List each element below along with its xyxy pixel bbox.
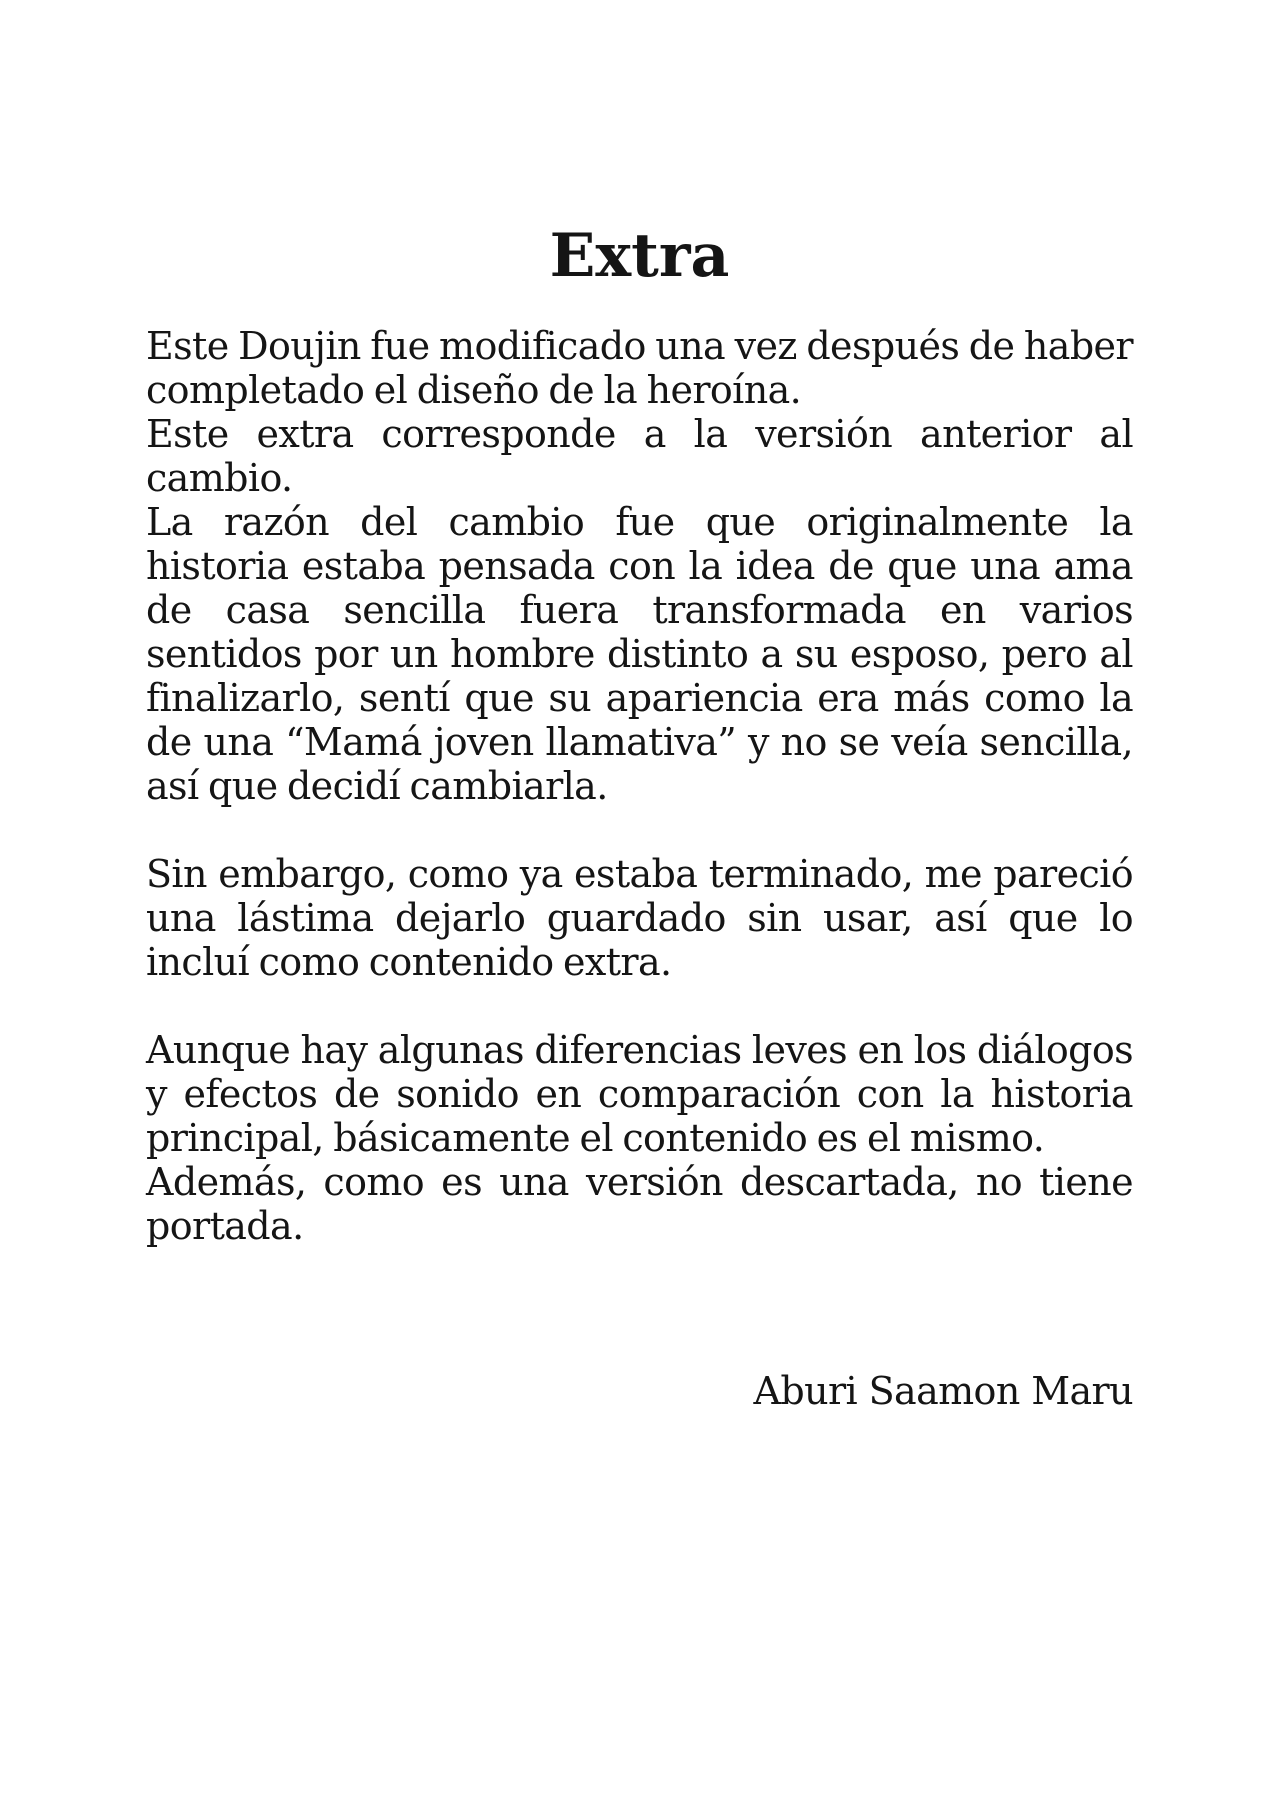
author-signature: Aburi Saamon Maru: [753, 1369, 1133, 1413]
paragraph-doujin-modified: Este Doujin fue modificado una vez después de haber completado el diseño de la heroína.: [146, 324, 1133, 412]
paragraph-reason-for-change: La razón del cambio fue que originalmente la historia estaba pensada con la idea de que una ama de casa sencilla fuera transformada en varios sentidos por un hombre distinto a su esposo, pero al finalizarlo, sentí que su apariencia era más como la de una “Mamá joven llamativa” y no se veía sencilla, así que decidí cambiarla.: [146, 500, 1133, 808]
paragraph-no-cover: Además, como es una versión descartada, no tiene portada.: [146, 1160, 1133, 1248]
paragraph-extra-version: Este extra corresponde a la versión anterior al cambio.: [146, 412, 1133, 500]
page-title: Extra: [549, 221, 730, 291]
document-body: [146, 324, 1133, 1413]
paragraph-included-as-extra: Sin embargo, como ya estaba terminado, me pareció una lástima dejarlo guardado sin usar, así que lo incluí como contenido extra.: [146, 852, 1133, 984]
paragraph-minor-differences: Aunque hay algunas diferencias leves en los diálogos y efectos de sonido en comparación con la historia principal, básicamente el contenido es el mismo.: [146, 1028, 1133, 1160]
